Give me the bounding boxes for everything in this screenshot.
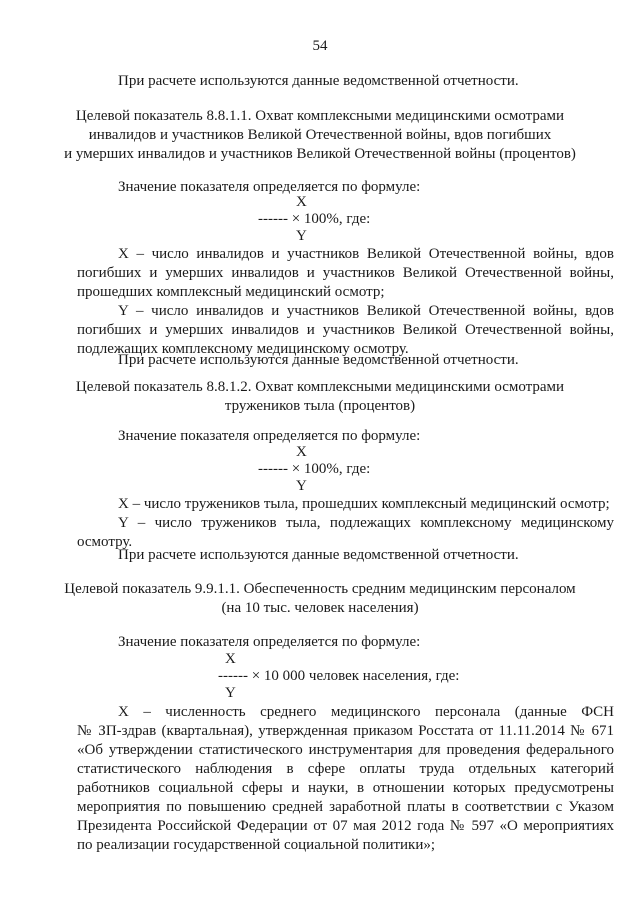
indicator-2-title-line-1: Целевой показатель 8.8.1.2. Охват комплексными медицинскими осмотрами bbox=[75, 379, 565, 395]
indicator-3-formula-line: ------ × 10 000 человек населения, где: bbox=[218, 668, 460, 684]
indicator-1-title-line-2: инвалидов и участников Великой Отечественной войны, вдов погибших bbox=[88, 127, 552, 143]
indicator-3-x-line-7: Президента Российской Федерации от 07 мая 2012 года № 597 «О мероприятиях bbox=[77, 818, 614, 834]
indicator-1-numerator: X bbox=[296, 194, 307, 210]
indicator-2-numerator: X bbox=[296, 444, 307, 460]
indicator-2-denominator: Y bbox=[296, 478, 307, 494]
indicator-1-formula-line: ------ × 100%, где: bbox=[258, 211, 371, 227]
indicator-3-x-line-2: № ЗП-здрав (квартальная), утвержденная приказом Росстата от 11.11.2014 № 671 bbox=[77, 723, 614, 739]
indicator-3-numerator: X bbox=[225, 651, 236, 667]
indicator-1-x-line-2: погибших и умерших инвалидов и участников Великой Отечественной войны, bbox=[77, 265, 614, 281]
intro-note: При расчете используются данные ведомственной отчетности. bbox=[118, 73, 519, 89]
indicator-2-x-line: X – число тружеников тыла, прошедших комплексный медицинский осмотр; bbox=[118, 496, 610, 512]
indicator-3-x-line-1: X – численность среднего медицинского персонала (данные ФСН bbox=[118, 704, 614, 720]
indicator-3-x-line-5: работников социальной сферы и науки, в отношении которых предусмотрены bbox=[77, 780, 614, 796]
indicator-2-y-line-1: Y – число тружеников тыла, подлежащих комплексному медицинскому bbox=[118, 515, 614, 531]
indicator-1-formula-intro: Значение показателя определяется по формуле: bbox=[118, 179, 421, 195]
indicator-2-note: При расчете используются данные ведомственной отчетности. bbox=[118, 547, 519, 563]
indicator-2-title-line-2: тружеников тыла (процентов) bbox=[224, 398, 416, 414]
indicator-3-x-line-8: по реализации государственной социальной политики»; bbox=[77, 837, 436, 853]
indicator-2-formula-line: ------ × 100%, где: bbox=[258, 461, 371, 477]
indicator-1-x-line-3: прошедших комплексный медицинский осмотр; bbox=[77, 284, 385, 300]
page-number: 54 bbox=[312, 38, 328, 54]
indicator-1-title-line-3: и умерших инвалидов и участников Великой Отечественной войны (процентов) bbox=[64, 146, 576, 162]
indicator-3-title-line-2: (на 10 тыс. человек населения) bbox=[221, 600, 419, 616]
indicator-1-denominator: Y bbox=[296, 228, 307, 244]
indicator-2-formula-intro: Значение показателя определяется по формуле: bbox=[118, 428, 421, 444]
indicator-3-formula-intro: Значение показателя определяется по формуле: bbox=[118, 634, 421, 650]
indicator-3-denominator: Y bbox=[225, 685, 236, 701]
indicator-3-title-line-1: Целевой показатель 9.9.1.1. Обеспеченность средним медицинским персоналом bbox=[64, 581, 576, 597]
indicator-3-x-line-3: «Об утверждении статистического инструментария для проведения федерального bbox=[77, 742, 614, 758]
indicator-1-y-line-1: Y – число инвалидов и участников Великой Отечественной войны, вдов bbox=[118, 303, 614, 319]
indicator-1-x-line-1: X – число инвалидов и участников Великой Отечественной войны, вдов bbox=[118, 246, 614, 262]
indicator-3-x-line-4: статистического наблюдения в сфере оплаты труда отдельных категорий bbox=[77, 761, 614, 777]
indicator-1-y-line-3: подлежащих комплексному медицинскому осмотру. bbox=[77, 341, 409, 357]
indicator-3-x-line-6: мероприятия по повышению средней заработной платы в соответствии с Указом bbox=[77, 799, 614, 815]
indicator-1-y-line-2: погибших и умерших инвалидов и участников Великой Отечественной войны, bbox=[77, 322, 614, 338]
indicator-2-y-line-2: осмотру. bbox=[77, 534, 133, 550]
indicator-1-title-line-1: Целевой показатель 8.8.1.1. Охват комплексными медицинскими осмотрами bbox=[75, 108, 565, 124]
indicator-1-note: При расчете используются данные ведомственной отчетности. bbox=[118, 352, 519, 368]
